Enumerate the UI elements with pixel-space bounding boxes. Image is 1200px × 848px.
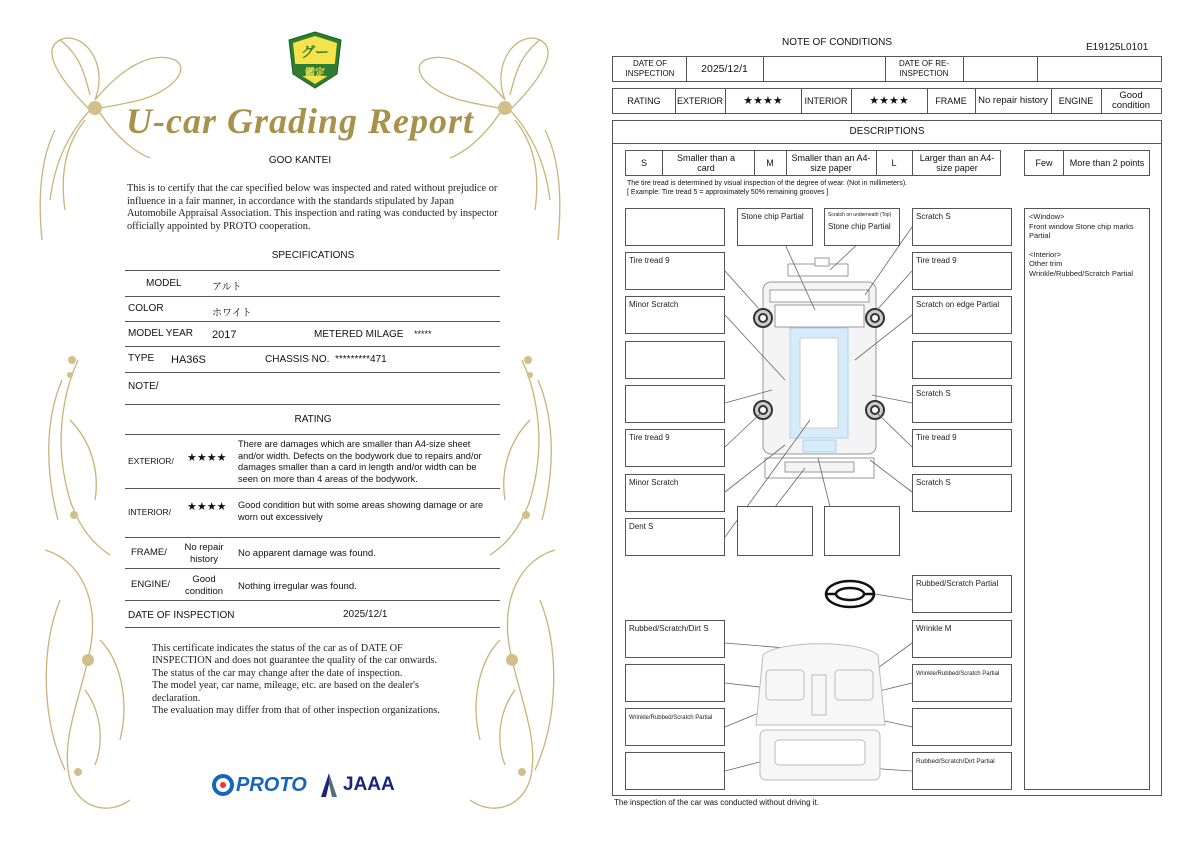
exterior-label: EXTERIOR — [676, 96, 723, 106]
proto-logo-text: PROTO — [236, 773, 307, 796]
footer-line: The model year, car name, mileage, etc. are based on the dealer's — [152, 680, 420, 692]
inspection-date-label: DATE OF INSPECTION — [128, 610, 235, 621]
footer-line: INSPECTION and does not guarantee the quality of the car onwards. — [152, 655, 438, 667]
exterior-box-right-rear-door: Scratch S — [912, 385, 1012, 423]
legend-key: M — [766, 158, 774, 168]
model-label: MODEL — [146, 278, 182, 289]
exterior-box-left-rear-door — [625, 385, 725, 423]
footer-line: The status of the car may change after the date of inspection. — [152, 667, 403, 679]
model-year-value: 2017 — [212, 329, 237, 341]
underneath-label: Scratch on underneath (Top) — [828, 212, 892, 218]
exterior-box-underneath — [824, 208, 900, 246]
car-exterior-top-view — [763, 258, 876, 478]
steering-wheel-icon — [826, 581, 874, 607]
rating-label: RATING — [627, 96, 661, 106]
certification-text: This is to certify that the car specified below was inspected and rated without prejudice or influence in a fair manner, in accordance with the standards stipulated by Japan Automobile Appraisal Association. This inspection and rating was conducted by inspector officially appointed by PROTO cooperation. — [127, 183, 498, 232]
color-value: ホワイト — [212, 308, 252, 319]
interior-box-rear-seat — [912, 752, 1012, 790]
exterior-box-right-mid — [912, 341, 1012, 379]
doi-value: 2025/12/1 — [701, 63, 748, 75]
proto-mark-icon — [212, 774, 234, 796]
car-interior-view — [756, 644, 885, 780]
interior-box-left-door-trim-text: Wrinkle/Rubbed/Scratch Partial — [629, 715, 713, 721]
report-title: U-car Grading Report — [125, 101, 474, 141]
few-label: Few — [1035, 158, 1053, 168]
footer-line: declaration. — [152, 692, 201, 704]
interior-box-left-door-trim — [625, 708, 725, 746]
chassis-label: CHASSIS NO. — [265, 354, 330, 365]
side-notes-box — [1024, 208, 1150, 790]
interior-label: INTERIOR/ — [128, 507, 171, 517]
specifications-heading: SPECIFICATIONS — [271, 250, 355, 261]
proto-logo — [212, 771, 307, 799]
interior-box-passenger-seat — [625, 664, 725, 702]
interior-label: INTERIOR — [804, 96, 848, 106]
jaaa-logo-text: JAAA — [343, 774, 395, 795]
side-note-window-detail: Front window Stone chip marks Partial — [1029, 221, 1134, 240]
exterior-box-left-front-door: Minor Scratch — [625, 296, 725, 334]
frame-label: FRAME — [935, 96, 967, 106]
exterior-box-rear-bumper: Dent S — [625, 518, 725, 556]
exterior-box-right-front-door: Scratch on edge Partial — [912, 296, 1012, 334]
exterior-box-rear-right: Scratch S — [912, 474, 1012, 512]
interior-box-dashboard: Rubbed/Scratch/Dirt S — [625, 620, 725, 658]
interior-box-steering: Rubbed/Scratch Partial — [912, 575, 1012, 613]
jaaa-logo — [318, 771, 395, 799]
legend-value: Larger than an A4-size paper — [919, 153, 995, 173]
certificate-footer — [152, 643, 492, 717]
interior-box-console — [912, 708, 1012, 746]
interior-stars: ★★★★ — [187, 501, 227, 513]
side-note-interior-heading: <Interior> — [1029, 249, 1062, 259]
legend-key: L — [891, 158, 897, 168]
exterior-box-tire-rr: Tire tread 9 — [912, 429, 1012, 467]
legend-value: Smaller than a card — [676, 153, 736, 173]
legend-value: Smaller than an A4-size paper — [791, 153, 871, 173]
interior-stars: ★★★★ — [869, 95, 909, 107]
exterior-box-rear-center-left — [737, 506, 813, 556]
engine-label: ENGINE/ — [131, 579, 171, 590]
document-id: E19125L0101 — [1086, 42, 1149, 53]
exterior-box-tire-fl: Tire tread 9 — [625, 252, 725, 290]
doi-label: DATE OF INSPECTION — [625, 59, 675, 78]
conditions-heading: NOTE OF CONDITIONS — [782, 37, 892, 48]
legend-key: S — [640, 158, 647, 168]
interior-box-rear-left — [625, 752, 725, 790]
footer-line: The evaluation may differ from that of other inspection organizations. — [152, 705, 440, 717]
mileage-label: METERED MILAGE — [314, 329, 404, 340]
exterior-stars: ★★★★ — [187, 452, 227, 464]
interior-box-right-door-trim-text: Wrinkle/Rubbed/Scratch Partial — [916, 671, 1000, 677]
frame-description: No apparent damage was found. — [238, 548, 376, 559]
side-note-window-heading: <Window> — [1029, 212, 1065, 221]
exterior-box-tire-fr: Tire tread 9 — [912, 252, 1012, 290]
side-note-interior-detail: Wrinkle/Rubbed/Scratch Partial — [1029, 268, 1134, 278]
badge-top-text: グー — [301, 44, 329, 60]
interior-box-driver-seat: Wrinkle M — [912, 620, 1012, 658]
engine-value: Good condition — [1111, 90, 1151, 111]
few-value: More than 2 points — [1069, 158, 1145, 168]
exterior-box-rear-left: Minor Scratch — [625, 474, 725, 512]
note-of-conditions-sheet — [600, 0, 1200, 848]
exterior-stars: ★★★★ — [743, 95, 783, 107]
exterior-box-left-mid — [625, 341, 725, 379]
interior-box-rear-seat-text: Rubbed/Scratch/Dirt Partial — [916, 758, 995, 765]
interior-description: Good condition but with some areas showing damage or are worn out excessively — [238, 500, 484, 522]
model-year-label: MODEL YEAR — [128, 328, 194, 339]
frame-value: No repair history — [184, 542, 224, 565]
engine-description: Nothing irregular was found. — [238, 581, 357, 592]
engine-value: Good condition — [184, 574, 224, 597]
type-value: HA36S — [171, 354, 206, 366]
badge-bottom-text: 鑑定 — [305, 68, 325, 79]
engine-label: ENGINE — [1058, 96, 1094, 106]
chassis-value: *********471 — [335, 354, 387, 365]
reinspection-label: DATE OF RE-INSPECTION — [898, 59, 950, 78]
color-label: COLOR — [128, 303, 164, 314]
frame-label: FRAME/ — [131, 547, 167, 558]
tire-note-1: The tire tread is determined by visual inspection of the degree of wear. (Not in millimeters). — [627, 180, 908, 187]
underneath-value: Stone chip Partial — [828, 222, 891, 231]
inspection-date-value: 2025/12/1 — [343, 609, 388, 620]
side-note-interior-item: Other trim — [1029, 259, 1063, 268]
descriptions-heading: DESCRIPTIONS — [849, 126, 925, 137]
interior-box-right-door-trim — [912, 664, 1012, 702]
exterior-box-rear-center-right — [824, 506, 900, 556]
rating-heading: RATING — [294, 414, 332, 425]
tire-note-2: [ Example: Tire tread 5 = approximately 50% remaining grooves ] — [627, 189, 829, 196]
goo-kantei-badge — [287, 30, 343, 90]
conditions-footer: The inspection of the car was conducted without driving it. — [614, 798, 819, 807]
jaaa-mark-icon — [318, 772, 340, 798]
exterior-box-front-left — [625, 208, 725, 246]
footer-line: This certificate indicates the status of the car as of DATE OF — [152, 643, 403, 654]
exterior-label: EXTERIOR/ — [128, 456, 174, 466]
report-subtitle: GOO KANTEI — [268, 155, 332, 166]
type-label: TYPE — [128, 353, 155, 364]
exterior-box-front-left-top: Stone chip Partial — [737, 208, 813, 246]
mileage-value: ***** — [414, 329, 432, 339]
exterior-description: There are damages which are smaller than A4-size sheet and/or width. Defects on the bodywork due to repairs and/or damages smaller than a card in length and/or width can be seen on more than 4 areas of the bodywork. — [238, 439, 482, 484]
frame-value: No repair history — [978, 95, 1048, 106]
model-value: アルト — [212, 282, 242, 293]
exterior-box-front-right: Scratch S — [912, 208, 1012, 246]
note-label: NOTE/ — [128, 381, 159, 392]
exterior-box-tire-rl: Tire tread 9 — [625, 429, 725, 467]
